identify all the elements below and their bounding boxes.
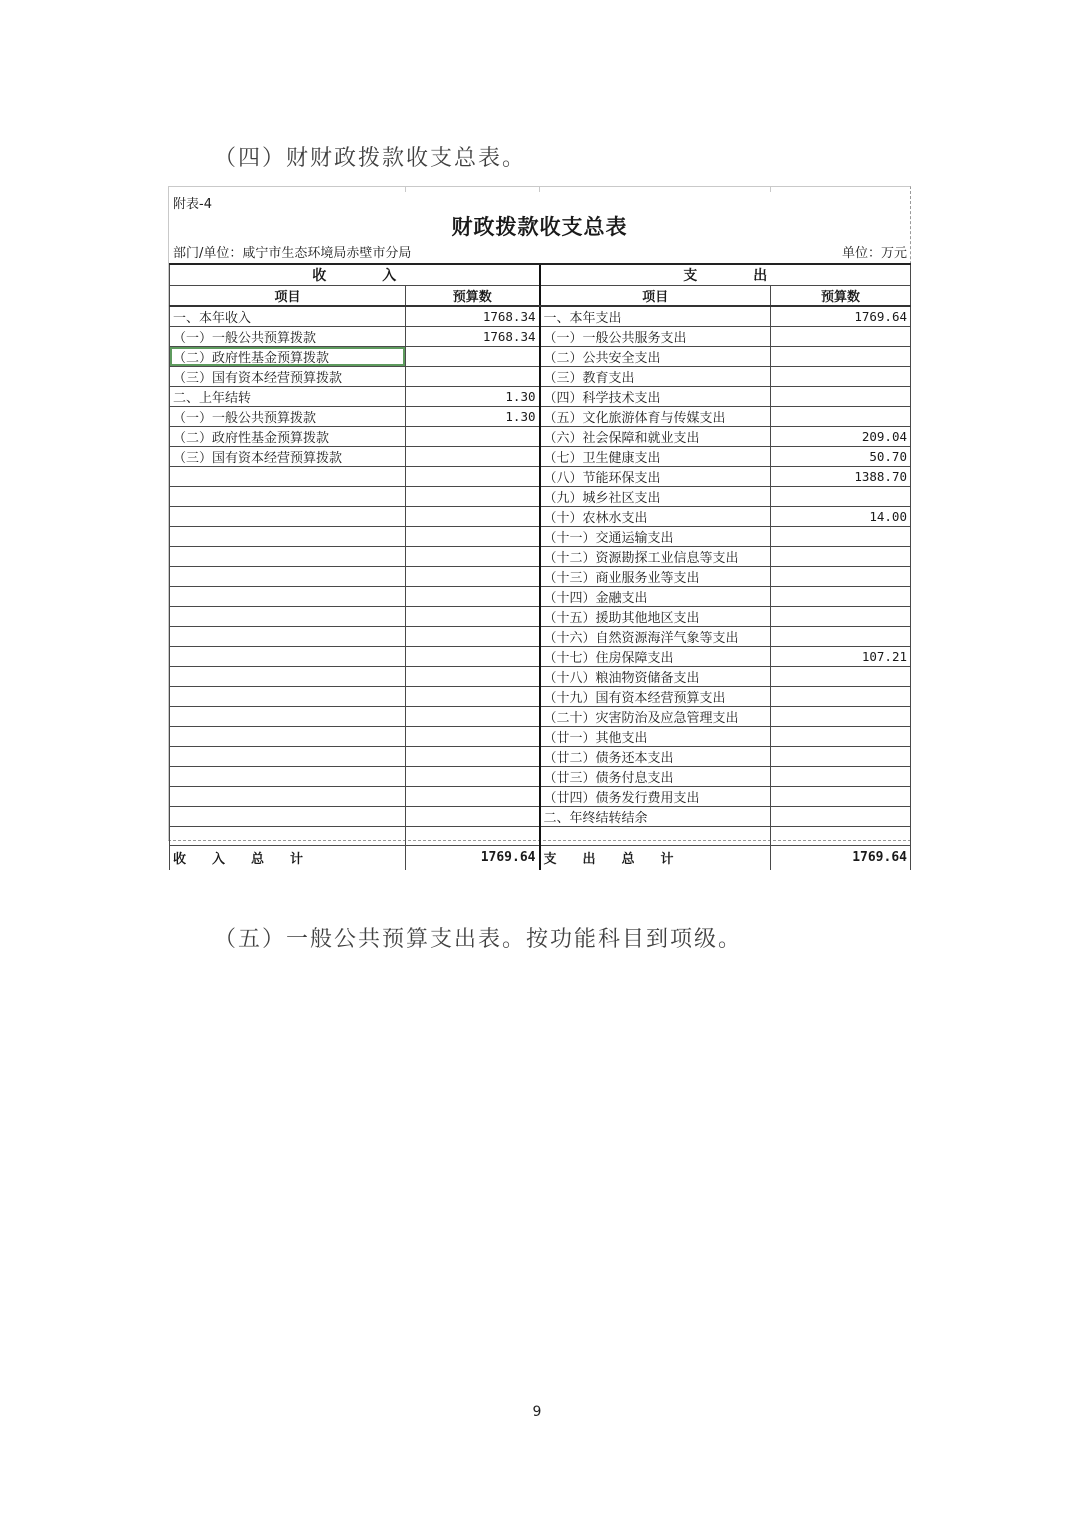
table-row [170,687,911,707]
revenue-item-cell: 一、本年收入 [170,306,406,327]
table-row [170,787,911,807]
expense-budget-cell [771,407,911,427]
revenue-budget-cell [406,527,540,547]
budget-sheet [168,186,911,868]
total-row [170,845,911,870]
budget-table [169,263,911,870]
revenue-budget-cell [406,687,540,707]
expense-budget-cell: 107.21 [771,647,911,667]
revenue-item-cell [170,467,406,487]
revenue-budget-cell [406,547,540,567]
expense-budget-cell [771,727,911,747]
expense-budget-cell [771,607,911,627]
revenue-budget-header: 预算数 [406,286,540,307]
expense-item-cell: （廿三）债务付息支出 [540,767,771,787]
table-row [170,507,911,527]
expense-item-cell: （五）文化旅游体育与传媒支出 [540,407,771,427]
page-number: 9 [532,1404,542,1420]
table-row [170,547,911,567]
expense-item-cell: （十一）交通运输支出 [540,527,771,547]
expense-group-header: 支 出 [540,264,911,286]
selected-cell: （二）政府性基金预算拨款 [170,347,406,367]
revenue-item-cell [170,527,406,547]
expense-budget-cell [771,707,911,727]
table-row [170,647,911,667]
revenue-budget-cell [406,827,540,846]
expense-budget-cell [771,767,911,787]
revenue-budget-cell [406,467,540,487]
revenue-budget-cell: 1768.34 [406,327,540,347]
expense-item-cell: （四）科学技术支出 [540,387,771,407]
department-label: 部门/单位：咸宁市生态环境局赤壁市分局 [173,246,412,261]
expense-item-cell: （二十）灾害防治及应急管理支出 [540,707,771,727]
table-title: 财政拨款收支总表 [451,215,628,239]
revenue-item-cell [170,487,406,507]
expense-item-cell: （八）节能环保支出 [540,467,771,487]
expense-item-cell: （廿二）债务还本支出 [540,747,771,767]
unit-label: 单位：万元 [841,246,907,261]
expense-budget-cell: 14.00 [771,507,911,527]
table-row [170,527,911,547]
revenue-item-cell [170,767,406,787]
revenue-budget-cell [406,647,540,667]
expense-budget-cell [771,587,911,607]
gridline-stub [405,187,406,192]
revenue-item-cell [170,807,406,827]
expense-budget-cell [771,547,911,567]
expense-item-cell: （十三）商业服务业等支出 [540,567,771,587]
revenue-budget-cell [406,807,540,827]
revenue-item-cell: （一）一般公共预算拨款 [170,407,406,427]
expense-item-cell: 二、年终结转结余 [540,807,771,827]
expense-item-cell: （九）城乡社区支出 [540,487,771,507]
expense-budget-cell: 1769.64 [771,306,911,327]
expense-budget-cell [771,747,911,767]
expense-budget-cell [771,827,911,846]
expense-budget-cell: 1388.70 [771,467,911,487]
revenue-budget-cell [406,667,540,687]
revenue-item-cell [170,687,406,707]
expense-item-cell: （十五）援助其他地区支出 [540,607,771,627]
expense-item-cell: （十四）金融支出 [540,587,771,607]
revenue-budget-cell [406,487,540,507]
expense-budget-cell [771,327,911,347]
table-row [170,607,911,627]
expense-item-cell: （六）社会保障和就业支出 [540,427,771,447]
table-row [170,807,911,827]
table-row [170,467,911,487]
expense-budget-cell [771,807,911,827]
expense-budget-header: 预算数 [771,286,911,307]
revenue-budget-cell [406,347,540,367]
expense-item-cell [540,827,771,846]
table-row [170,727,911,747]
expense-item-cell: （十九）国有资本经营预算支出 [540,687,771,707]
revenue-budget-cell [406,567,540,587]
expense-budget-cell: 209.04 [771,427,911,447]
expense-budget-cell [771,787,911,807]
expense-item-cell: （十二）资源勘探工业信息等支出 [540,547,771,567]
expense-budget-cell [771,347,911,367]
expense-budget-cell [771,627,911,647]
revenue-item-cell [170,647,406,667]
expense-item-header: 项目 [540,286,771,307]
table-row [170,627,911,647]
group-header-row [170,264,911,286]
column-header-row [170,286,911,307]
revenue-budget-cell: 1.30 [406,407,540,427]
expense-budget-cell: 50.70 [771,447,911,467]
revenue-group-header: 收 入 [170,264,540,286]
revenue-budget-cell [406,727,540,747]
revenue-budget-cell [406,447,540,467]
expense-item-cell: （十八）粮油物资储备支出 [540,667,771,687]
section-heading-4: （四）财财政拨款收支总表。 [214,146,527,171]
revenue-item-cell [170,827,406,846]
section-heading-5: （五）一般公共预算支出表。按功能科目到项级。 [214,927,743,952]
table-row [170,387,911,407]
revenue-budget-cell [406,747,540,767]
table-row [170,347,911,367]
revenue-item-cell [170,707,406,727]
table-row [170,827,911,846]
table-row [170,567,911,587]
revenue-budget-cell [406,507,540,527]
revenue-item-cell [170,747,406,767]
revenue-budget-cell: 1.30 [406,387,540,407]
revenue-budget-cell [406,367,540,387]
revenue-item-cell [170,567,406,587]
table-row [170,306,911,327]
sheet-label: 附表-4 [173,197,212,212]
revenue-budget-cell [406,587,540,607]
expense-total-label: 支 出 总 计 [540,845,771,870]
gridline-stub [770,187,771,192]
revenue-budget-cell [406,787,540,807]
revenue-item-cell: （二）政府性基金预算拨款 [170,427,406,447]
revenue-budget-cell: 1768.34 [406,306,540,327]
table-row [170,667,911,687]
revenue-budget-cell [406,707,540,727]
table-row [170,487,911,507]
expense-budget-cell [771,367,911,387]
expense-item-cell: （十七）住房保障支出 [540,647,771,667]
expense-budget-cell [771,387,911,407]
expense-item-cell: （廿四）债务发行费用支出 [540,787,771,807]
table-row [170,447,911,467]
expense-item-cell: （七）卫生健康支出 [540,447,771,467]
revenue-budget-cell [406,627,540,647]
revenue-budget-cell [406,427,540,447]
expense-budget-cell [771,687,911,707]
revenue-budget-cell [406,607,540,627]
expense-budget-cell [771,667,911,687]
revenue-item-cell [170,507,406,527]
expense-item-cell: （二）公共安全支出 [540,347,771,367]
table-row [170,767,911,787]
revenue-item-cell: 二、上年结转 [170,387,406,407]
revenue-total-label: 收 入 总 计 [170,845,406,870]
revenue-item-cell [170,787,406,807]
revenue-item-cell [170,627,406,647]
revenue-item-cell: （一）一般公共预算拨款 [170,327,406,347]
expense-item-cell: （三）教育支出 [540,367,771,387]
table-meta-row [173,242,907,261]
table-row [170,367,911,387]
expense-item-cell: （十六）自然资源海洋气象等支出 [540,627,771,647]
revenue-total-value: 1769.64 [406,845,540,870]
revenue-budget-cell [406,767,540,787]
table-row [170,707,911,727]
expense-item-cell: （一）一般公共服务支出 [540,327,771,347]
revenue-item-cell [170,667,406,687]
revenue-item-cell: （三）国有资本经营预算拨款 [170,447,406,467]
expense-budget-cell [771,527,911,547]
revenue-item-cell: （三）国有资本经营预算拨款 [170,367,406,387]
expense-budget-cell [771,567,911,587]
revenue-item-cell [170,587,406,607]
table-row [170,327,911,347]
expense-item-cell: 一、本年支出 [540,306,771,327]
revenue-item-cell [170,547,406,567]
expense-total-value: 1769.64 [771,845,911,870]
expense-item-cell: （廿一）其他支出 [540,727,771,747]
revenue-item-cell [170,607,406,627]
gridline-stub [539,187,540,192]
expense-budget-cell [771,487,911,507]
revenue-item-header: 项目 [170,286,406,307]
expense-item-cell: （十）农林水支出 [540,507,771,527]
table-row [170,587,911,607]
revenue-item-cell [170,727,406,747]
table-row [170,427,911,447]
table-row [170,747,911,767]
table-row [170,407,911,427]
